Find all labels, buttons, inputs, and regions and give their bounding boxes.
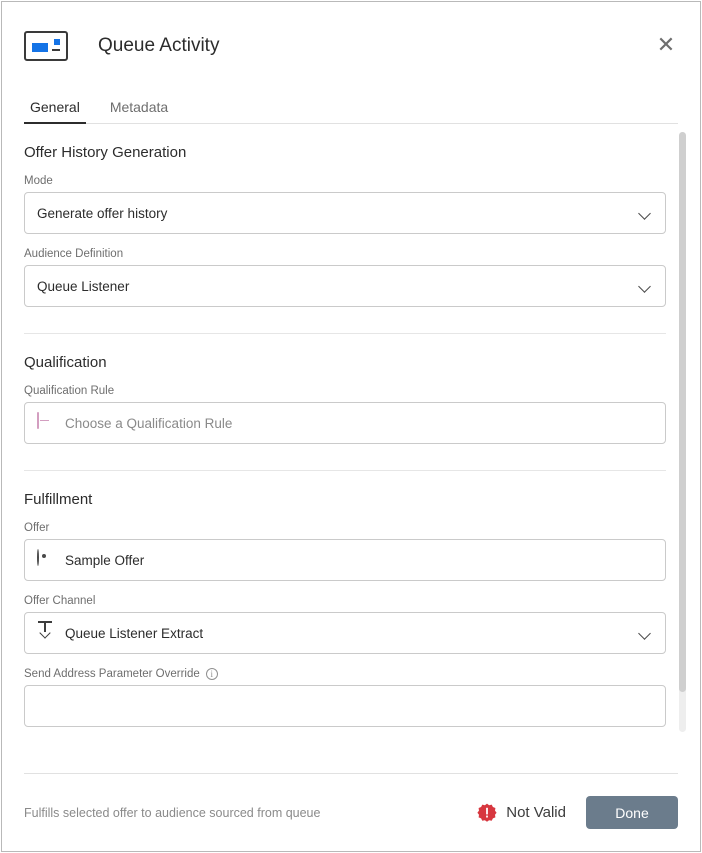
tab-general[interactable]: General xyxy=(24,99,86,124)
divider xyxy=(24,333,666,334)
field-mode xyxy=(24,175,666,234)
field-label-offer: Offer xyxy=(24,522,50,534)
field-offer-channel xyxy=(24,595,666,654)
info-icon[interactable]: i xyxy=(206,668,218,680)
offer-channel-select[interactable] xyxy=(24,612,666,654)
offer-icon xyxy=(37,550,57,570)
dialog-footer xyxy=(24,773,678,851)
chevron-down-icon xyxy=(639,626,653,640)
alert-badge-icon xyxy=(477,803,497,823)
mode-select[interactable] xyxy=(24,192,666,234)
page-title: Queue Activity xyxy=(98,35,220,56)
rule-icon xyxy=(37,413,57,433)
form-scroll-area xyxy=(24,144,678,773)
field-label-mode: Mode xyxy=(24,175,53,187)
field-offer xyxy=(24,522,666,581)
field-send-address-parameter-override xyxy=(24,668,666,727)
section-title-offer-history: Offer History Generation xyxy=(24,144,187,161)
section-title-fulfillment: Fulfillment xyxy=(24,491,93,508)
extract-icon xyxy=(37,623,57,643)
mode-select-value: Generate offer history xyxy=(37,205,168,221)
offer-value: Sample Offer xyxy=(65,552,145,568)
field-label-qualification-rule: Qualification Rule xyxy=(24,385,115,397)
chevron-down-icon xyxy=(639,279,653,293)
tab-bar xyxy=(2,90,700,124)
done-button[interactable]: Done xyxy=(586,796,678,829)
dialog-header xyxy=(2,2,700,90)
tab-metadata[interactable]: Metadata xyxy=(109,99,169,115)
status-badge xyxy=(477,803,566,823)
divider xyxy=(24,470,666,471)
scrollbar-thumb[interactable] xyxy=(679,132,686,692)
field-label-offer-channel: Offer Channel xyxy=(24,595,96,607)
field-label-send-address-parameter-override xyxy=(24,668,666,680)
field-label-audience-definition: Audience Definition xyxy=(24,248,124,260)
offer-input[interactable] xyxy=(24,539,666,581)
send-address-parameter-override-input[interactable] xyxy=(24,685,666,727)
qualification-rule-placeholder: Choose a Qualification Rule xyxy=(65,415,233,431)
dialog-body xyxy=(2,124,700,773)
audience-definition-value: Queue Listener xyxy=(37,278,130,294)
queue-activity-icon xyxy=(24,31,68,61)
status-text: Not Valid xyxy=(506,804,566,821)
chevron-down-icon xyxy=(639,206,653,220)
field-qualification-rule xyxy=(24,385,666,444)
offer-channel-value: Queue Listener Extract xyxy=(65,625,204,641)
footer-actions xyxy=(477,796,678,829)
queue-activity-dialog xyxy=(1,1,701,852)
qualification-rule-input[interactable] xyxy=(24,402,666,444)
section-title-qualification: Qualification xyxy=(24,354,107,371)
audience-definition-select[interactable] xyxy=(24,265,666,307)
send-address-label-text: Send Address Parameter Override xyxy=(24,668,200,680)
footer-note: Fulfills selected offer to audience sourced from queue xyxy=(24,805,321,820)
close-icon[interactable]: ✕ xyxy=(656,33,676,58)
field-audience-definition xyxy=(24,248,666,307)
scrollbar[interactable] xyxy=(679,132,686,732)
